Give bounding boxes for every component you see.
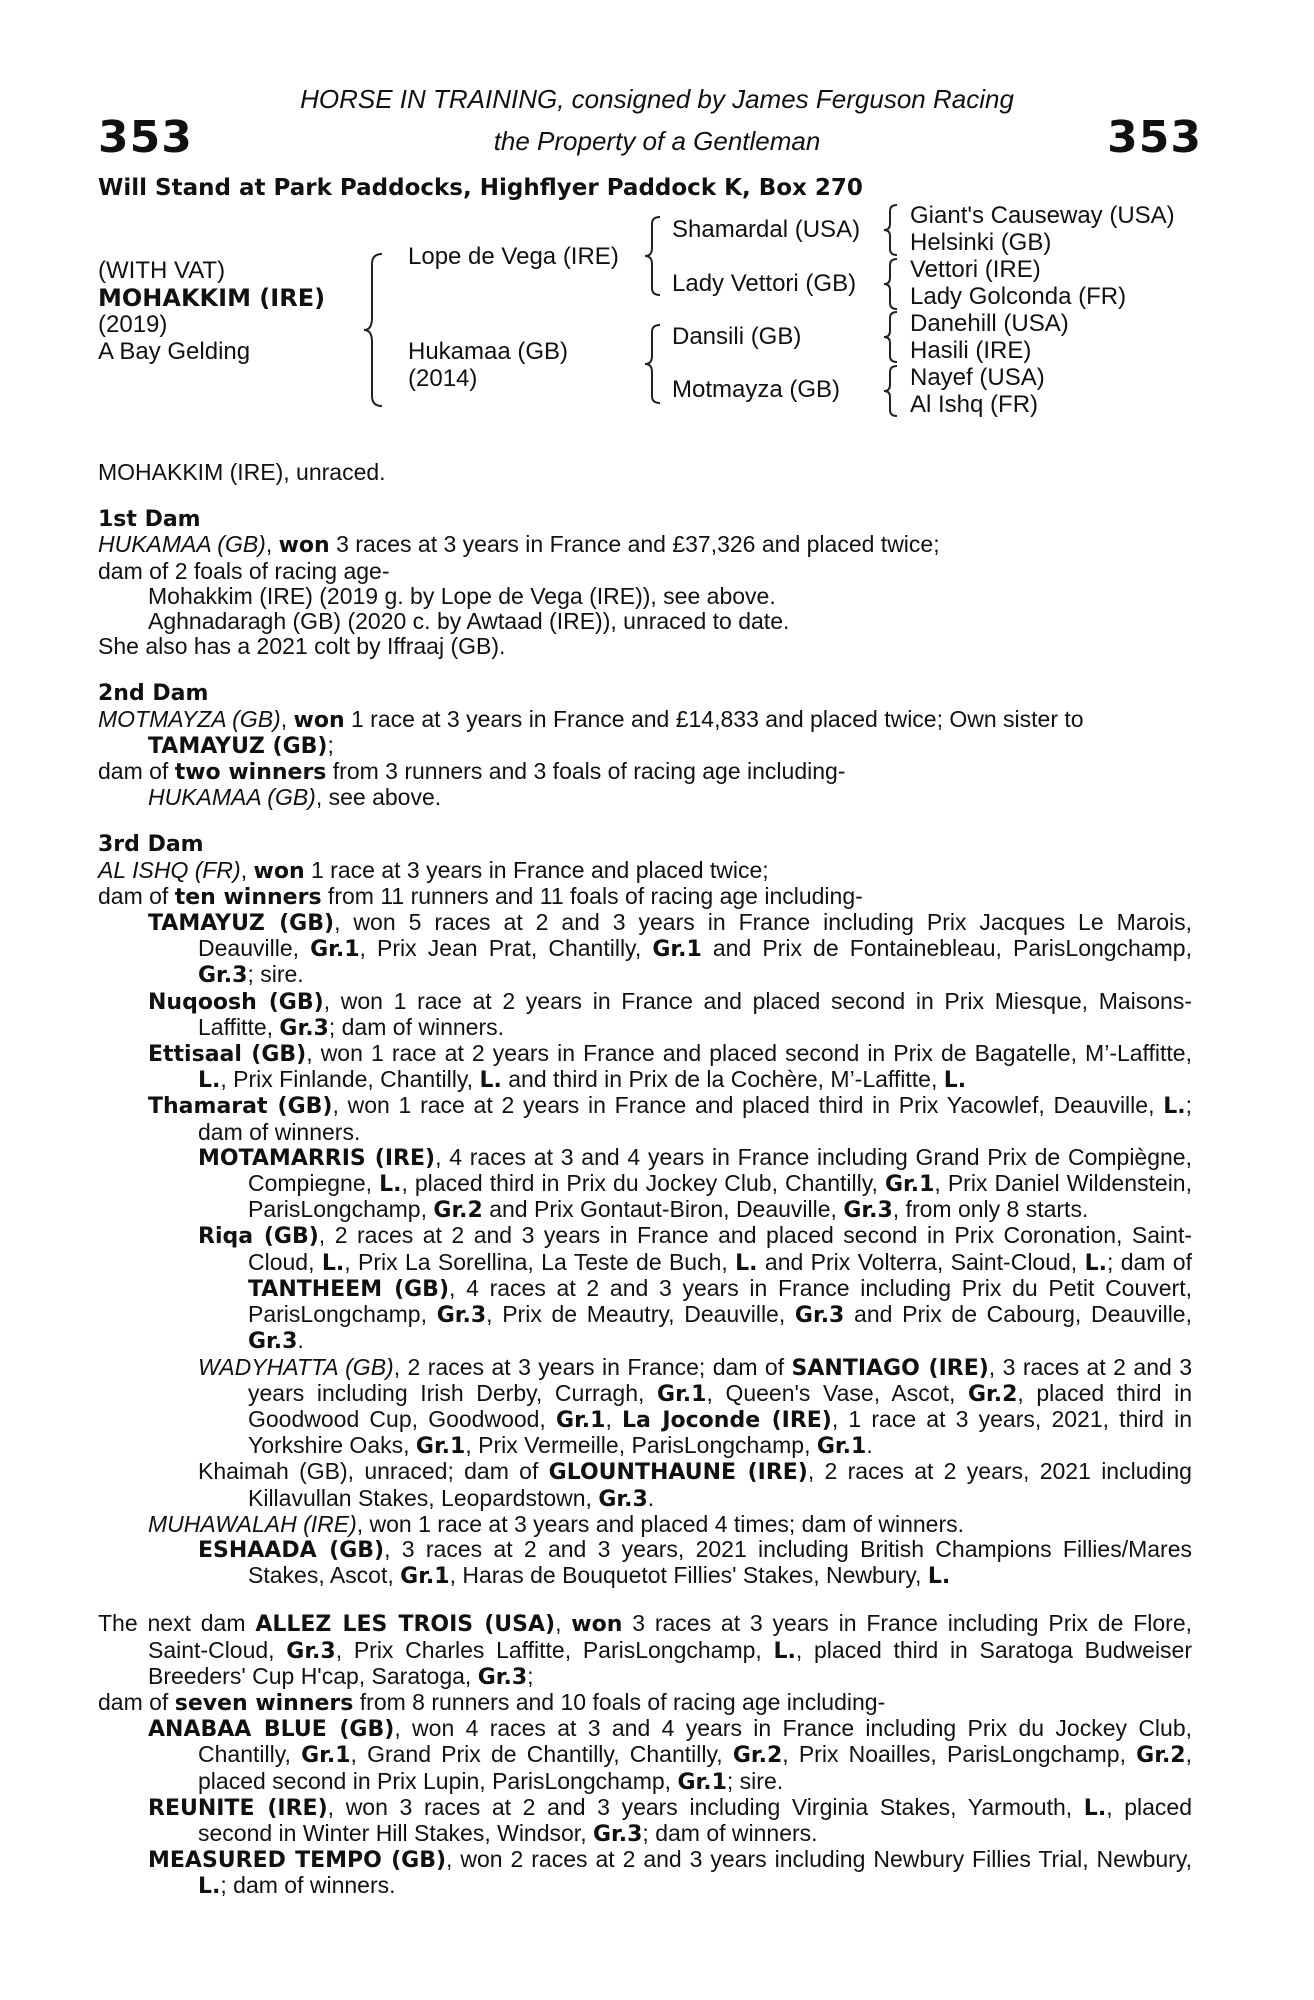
pedigree-brace-dam [640,322,666,406]
progeny-anabaa-blue: ANABAA BLUE (GB), won 4 races at 3 and 4 years in France including Prix du Jockey Club, Chantilly, Gr.1, Grand Prix de Chantilly, Chantilly, Gr.2, Prix Noailles, ParisLongchamp, Gr.2, placed second in Prix Lupin, ParisLongchamp, Gr.1; sire. [148,1715,1193,1795]
gg-3: Vettori (IRE) [910,256,1041,283]
second-dam-sister: TAMAYUZ (GB) [148,733,328,759]
next-dam-winners: seven winners [174,1690,354,1716]
second-dam-won: won [293,707,345,733]
pedigree-brace-sire [640,214,666,298]
third-dam-name: AL ISHQ (FR) [98,856,241,883]
next-dam-won: won [571,1612,623,1638]
third-dam-of-post: from 11 runners and 11 foals of racing age including- [321,882,863,909]
second-dam-of-pre: dam of [98,758,175,785]
first-dam-foal-1: Mohakkim (IRE) (2019 g. by Lope de Vega (IRE)), see above. [148,582,776,609]
first-dam-foal-2: Aghnadaragh (GB) (2020 c. by Awtaad (IRE)), unraced to date. [148,608,790,635]
progeny-khaimah: Khaimah (GB), unraced; dam of GLOUNTHAUNE (IRE), 2 races at 2 years, 2021 including Killavullan Stakes, Leopardstown, Gr.3. [198,1458,1192,1512]
dam-dam: Motmayza (GB) [672,376,841,403]
third-dam-heading: 3rd Dam [98,832,204,858]
lot-number-right: 353 [1107,112,1202,163]
progeny-eshaada: ESHAADA (GB), 3 races at 2 and 3 years, 2021 including British Champions Fillies/Mares Stakes, Ascot, Gr.1, Haras de Bouquetot Fillies' Stakes, Newbury, L. [198,1535,1192,1590]
first-dam-heading: 1st Dam [98,507,201,533]
progeny-thamarat: Thamarat (GB), won 1 race at 2 years in France and placed third in Prix Yacowlef, Deauville, L.; dam of winners. [148,1092,1192,1145]
second-dam-winners: two winners [174,760,327,786]
progeny-wadyhatta: WADYHATTA (GB), 2 races at 3 years in France; dam of SANTIAGO (IRE), 3 races at 2 and 3 years including Irish Derby, Curragh, Gr.1, Queen's Vase, Ascot, Gr.2, placed third in Goodwood Cup, Goodwood, Gr.1, La Joconde (IRE), 1 race at 3 years, 2021, third in Yorkshire Oaks, Gr.1, Prix Vermeille, ParisLongchamp, Gr.1. [198,1353,1193,1460]
second-dam-of [98,759,1192,785]
next-dam-of-post: from 8 runners and 10 foals of racing age including- [353,1688,886,1715]
third-dam-text: 1 race at 3 years in France and placed twice; [304,856,769,883]
next-dam-of [98,1690,1192,1716]
third-dam-won: won [253,858,305,884]
second-dam-of-post: from 3 runners and 3 foals of racing age including- [326,758,846,785]
third-dam-winners: ten winners [174,884,322,910]
sire-dam: Lady Vettori (GB) [672,270,857,297]
first-dam-won: won [278,533,330,559]
next-dam-pre: The next dam [98,1610,256,1637]
sire: Lope de Vega (IRE) [408,243,619,270]
gg-8: Al Ishq (FR) [910,391,1039,418]
first-dam-record: HUKAMAA (GB), won 3 races at 3 years in France and £37,326 and placed twice; [98,531,940,559]
progeny-measured-tempo: MEASURED TEMPO (GB), won 2 races at 2 and 3 years including Newbury Fillies Trial, Newbury, L.; dam of winners. [148,1846,1192,1900]
progeny-nuqoosh: Nuqoosh (GB), won 1 race at 2 years in France and placed second in Prix Miesque, Maisons-Laffitte, Gr.3; dam of winners. [148,987,1193,1041]
progeny-tamayuz: TAMAYUZ (GB), won 5 races at 2 and 3 years in France including Prix Jacques Le Marois, Deauville, Gr.1, Prix Jean Prat, Chantilly, Gr.1 and Prix de Fontainebleau, ParisLongchamp, Gr.3; sire. [148,909,1192,989]
gg-6: Hasili (IRE) [910,337,1032,364]
third-dam-of [98,884,1192,910]
pedigree-brace-dd [880,364,902,418]
gg-2: Helsinki (GB) [910,229,1052,256]
pedigree-brace-ds [880,310,902,364]
first-dam-also: She also has a 2021 colt by Iffraaj (GB). [98,633,506,660]
second-dam-foal-post: , see above. [315,784,442,811]
second-dam-text: 1 race at 3 years in France and £14,833 and placed twice; Own sister to [344,705,1084,732]
pedigree-brace-ss [880,203,902,257]
unraced-note: MOHAKKIM (IRE), unraced. [98,459,386,485]
gg-1: Giant's Causeway (USA) [910,202,1175,229]
progeny-reunite: REUNITE (IRE), won 3 races at 2 and 3 years including Virginia Stakes, Yarmouth, L., placed second in Winter Hill Stakes, Windsor, Gr.3; dam of winners. [148,1793,1192,1847]
progeny-ettisaal: Ettisaal (GB), won 1 race at 2 years in France and placed second in Prix de Bagatelle, M’-Laffitte, L., Prix Finlande, Chantilly, L. and third in Prix de la Cochère, M’-Laffitte, L. [148,1040,1192,1094]
gg-7: Nayef (USA) [910,364,1045,391]
horse-description: A Bay Gelding [98,338,251,365]
vat-note: (WITH VAT) [98,257,226,284]
second-dam-semicolon: ; [327,731,334,758]
third-dam-of-pre: dam of [98,882,175,909]
first-dam-text: 3 races at 3 years in France and £37,326 and placed twice; [329,531,940,558]
horse-name: MOHAKKIM (IRE) [98,284,326,312]
second-dam-foal-name: HUKAMAA (GB) [148,784,316,811]
next-dam-record: The next dam ALLEZ LES TROIS (USA), won 3 races at 3 years in France including Prix de Flore, Saint-Cloud, Gr.3, Prix Charles Laffitte, ParisLongchamp, L., placed third in Saratoga Budweiser Breeders' Cup H'cap, Saratoga, Gr.3; [98,1610,1192,1690]
lot-number-left: 353 [98,112,193,163]
progeny-riqa: Riqa (GB), 2 races at 2 and 3 years in France and placed second in Prix Coronation, Saint-Cloud, L., Prix La Sorellina, La Teste de Buch, L. and Prix Volterra, Saint-Cloud, L.; dam of TANTHEEM (GB), 4 races at 2 and 3 years in France including Prix du Petit Couvert, ParisLongchamp, Gr.3, Prix de Meautry, Deauville, Gr.3 and Prix de Cabourg, Deauville, Gr.3. [198,1222,1193,1355]
second-dam-heading: 2nd Dam [98,681,209,707]
pedigree-brace-sd [880,257,902,311]
horse-year: (2019) [98,311,168,338]
dam: Hukamaa (GB) [408,338,569,365]
property-line: the Property of a Gentleman [493,126,821,156]
third-dam-record: AL ISHQ (FR), won 1 race at 3 years in France and placed twice; [98,856,769,884]
sire-sire: Shamardal (USA) [672,216,861,243]
second-dam-foal [98,785,1192,810]
pedigree-brace-gen1 [360,250,390,410]
stand-location: Will Stand at Park Paddocks, Highflyer Paddock K, Box 270 [98,175,863,201]
second-dam-record: MOTMAYZA (GB), won 1 race at 3 years in France and £14,833 and placed twice; Own sister to TAMAYUZ (GB); [98,705,1084,759]
gg-4: Lady Golconda (FR) [910,283,1127,310]
next-dam-of-pre: dam of [98,1688,175,1715]
gg-5: Danehill (USA) [910,310,1069,337]
progeny-muhawalah: MUHAWALAH (IRE), won 1 race at 3 years and placed 4 times; dam of winners. [148,1510,964,1537]
dam-year: (2014) [408,365,478,392]
first-dam-of: dam of 2 foals of racing age- [98,557,390,584]
next-dam-name: ALLEZ LES TROIS (USA) [255,1612,556,1638]
progeny-motamarris: MOTAMARRIS (IRE), 4 races at 3 and 4 years in France including Grand Prix de Compiègne, Compiegne, L., placed third in Prix du Jockey Club, Chantilly, Gr.1, Prix Daniel Wildenstein, ParisLongchamp, Gr.2 and Prix Gontaut-Biron, Deauville, Gr.3, from only 8 starts. [198,1143,1192,1224]
catalogue-body [98,460,1192,1900]
dam-sire: Dansili (GB) [672,323,802,350]
first-dam-name: HUKAMAA (GB) [98,531,266,558]
second-dam-name: MOTMAYZA (GB) [98,705,281,732]
consignor-line: HORSE IN TRAINING, consigned by James Ferguson Racing [300,84,1014,114]
